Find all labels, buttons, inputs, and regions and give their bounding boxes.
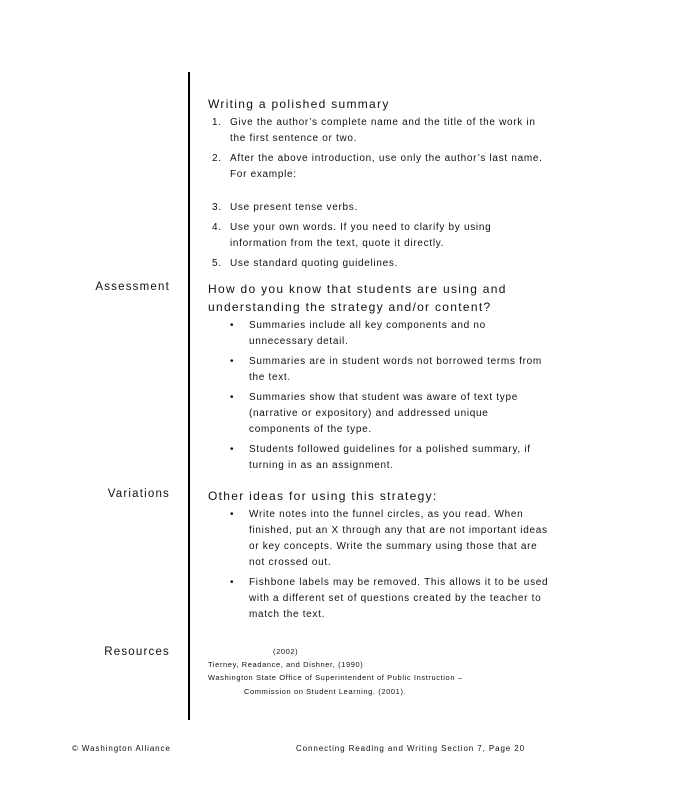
footer-copyright: © Washington Alliance xyxy=(72,744,171,753)
list-item: • Write notes into the funnel circles, as you read. When finished, put an X through any that are not important ideas or key concepts. Write the summary using those that are not crossed out. xyxy=(230,509,548,568)
variations-bullets xyxy=(208,507,548,623)
assessment-bullets xyxy=(208,318,548,474)
step-item: 1. Give the author’s complete name and the title of the work in the first sentence or two. xyxy=(212,117,536,144)
resource-ref-1: Tierney, Readance, and Dishner, (1990) xyxy=(208,660,364,669)
list-item: • Summaries show that student was aware of text type (narrative or expository) and addressed unique components of the type. xyxy=(230,392,518,435)
step-item: 5. Use standard quoting guidelines. xyxy=(212,258,399,269)
variations-label: Variations xyxy=(107,488,170,500)
resource-ref-2: Washington State Office of Superintendent of Public Instruction – xyxy=(208,673,463,682)
list-item: • Students followed guidelines for a polished summary, if turning in as an assignment. xyxy=(230,444,531,471)
resource-year: (2002) xyxy=(273,647,299,656)
list-item: • Summaries include all key components and no unnecessary detail. xyxy=(230,320,486,347)
resource-ref-2-cont: Commission on Student Learning. (2001). xyxy=(244,687,407,696)
resources-label: Resources xyxy=(104,646,170,658)
list-item: • Fishbone labels may be removed. This allows it to be used with a different set of questions created by the teacher to match the text. xyxy=(230,577,549,620)
variations-heading: Other ideas for using this strategy: xyxy=(208,489,438,503)
step-item: 3. Use present tense verbs. xyxy=(212,202,358,213)
summary-steps-a xyxy=(208,115,548,183)
step-item: 2. After the above introduction, use only the author’s last name. For example: xyxy=(212,153,543,180)
step-item: 4. Use your own words. If you need to clarify by using information from the text, quote it directly. xyxy=(212,222,492,249)
summary-section xyxy=(208,95,548,187)
variations-section xyxy=(208,487,548,627)
vertical-divider xyxy=(188,72,190,720)
assessment-label: Assessment xyxy=(95,281,170,293)
list-item: • Summaries are in student words not borrowed terms from the text. xyxy=(230,356,542,383)
assessment-section xyxy=(208,280,548,478)
summary-heading: Writing a polished summary xyxy=(208,97,390,111)
summary-steps-b-block xyxy=(208,200,548,276)
assessment-heading: How do you know that students are using and understanding the strategy and/or content? xyxy=(208,282,507,314)
summary-steps-b xyxy=(208,200,548,272)
footer-page-info: Connecting Reading and Writing Section 7, Page 20 xyxy=(296,744,525,753)
